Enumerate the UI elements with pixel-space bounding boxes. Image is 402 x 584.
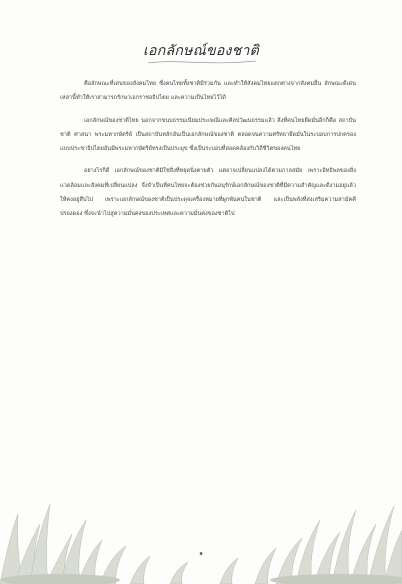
page-title: เอกลักษณ์ของชาติ [142, 43, 260, 59]
paragraph-3: อย่างไรก็ดี เอกลักษณ์ของชาติมิใช่สิ่งที่หยุดนิ่งตายตัว แต่อาจเปลี่ยนแปลงได้ตามกาลสมัย เพราะอิทธิพลของสิ่งแวดล้อมและสังคมที่เปลี่ยนแปลง จึงจำเป็นที่คนไทยจะต้องช่วยกันอนุรักษ์เอกลักษณ์ของชาติที่มีความสำคัญและดีงามอยู่แล้วให้คงอยู่สืบไป เพราะเอกลักษณ์ของชาติเป็นประดุจเครื่องหมายที่ผูกพันคนในชาติ และเป็นพลังที่ส่งเสริมความสามัคคี ปรองดอง ซึ่งจะนำไปสู่ความมั่นคงของประเทศและความมั่นคงของชาติไป [60, 168, 356, 218]
page-number: ๑ [199, 550, 203, 557]
paragraph-2: เอกลักษณ์ของชาติไทย นอกจากขนบธรรมเนียมประเพณีและศิลปวัฒนธรรมแล้ว สิ่งที่คนไทยยึดมั่นอีกก็คือ สถาบันชาติ ศาสนา พระมหากษัตริย์ เป็นสถาบันหลักอันเป็นเอกลักษณ์ของชาติ ตลอดจนความศรัทธายึดมั่นในระบอบการปกครองแบบประชาธิปไตยอันมีพระมหากษัตริย์ทรงเป็นประมุข ซึ่งเป็นระบอบที่สอดคล้องกับวิถีชีวิตของคนไทย [60, 117, 356, 153]
grass-decoration [0, 494, 402, 584]
paragraph-1: คือลักษณะที่เด่นของสังคมไทย ซึ่งคนไทยทั้งชาติมีร่วมกัน และทำให้สังคมไทยแตกต่างจากสังคมอื่น ลักษณะดีเด่นเหล่านี้ทำให้เราสามารถรักษาเอกราชอธิปไตย และความเป็นไทยไว้ได้ [60, 81, 356, 102]
title-underline-flourish [146, 58, 258, 66]
body-text [60, 77, 356, 230]
